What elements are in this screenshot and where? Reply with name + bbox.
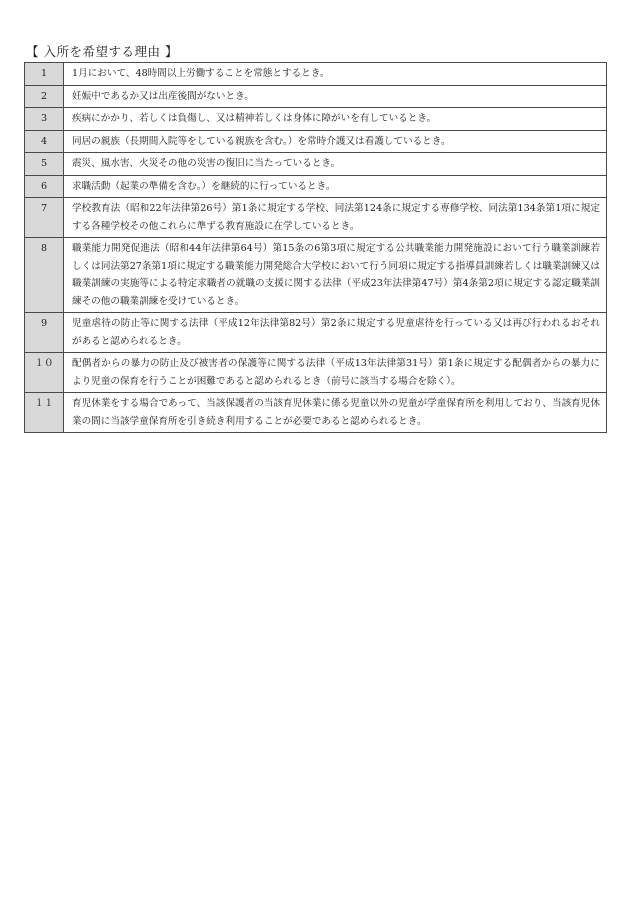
row-number: 3 [25,108,64,131]
table-row [25,85,607,108]
table-row [25,130,607,153]
section-heading: 【 入所を希望する理由 】 [26,44,178,59]
row-number: １１ [25,393,64,433]
row-text: 疾病にかかり、若しくは負傷し、又は精神若しくは身体に障がいを有しているとき。 [64,108,607,131]
row-number: 7 [25,198,64,238]
table-row [25,353,607,393]
row-number: 2 [25,85,64,108]
row-text: 妊娠中であるか又は出産後間がないとき。 [64,85,607,108]
row-text: 職業能力開発促進法（昭和44年法律第64号）第15条の6第3項に規定する公共職業能力開発施設において行う職業訓練若しくは同法第27条第1項に規定する職業能力開発総合大学校において行う同項に規定する指導員訓練若しくは職業訓練又は職業訓練の実施等による特定求職者の就職の支援に関する法律（平成23年法律第47号）第4条第2項に規定する認定職業訓練その他の職業訓練を受けているとき。 [64,238,607,313]
row-text: 配偶者からの暴力の防止及び被害者の保護等に関する法律（平成13年法律第31号）第1条に規定する配偶者からの暴力により児童の保育を行うことが困難であると認められるとき（前号に該当する場合を除く）。 [64,353,607,393]
row-number: 5 [25,153,64,176]
row-text: 同居の親族（長期間入院等をしている親族を含む。）を常時介護又は看護しているとき。 [64,130,607,153]
table-row [25,63,607,86]
row-text: 児童虐待の防止等に関する法律（平成12年法律第82号）第2条に規定する児童虐待を行っている又は再び行われるおそれがあると認められるとき。 [64,313,607,353]
table-row [25,108,607,131]
table-row [25,198,607,238]
row-text: 育児休業をする場合であって、当該保護者の当該育児休業に係る児童以外の児童が学童保育所を利用しており、当該育児休業の間に当該学童保育所を引き続き利用することが必要であると認められるとき。 [64,393,607,433]
row-number: 9 [25,313,64,353]
reasons-table [24,62,607,433]
row-number: 6 [25,175,64,198]
row-number: 8 [25,238,64,313]
row-text: 学校教育法（昭和22年法律第26号）第1条に規定する学校、同法第124条に規定する専修学校、同法第134条第1項に規定する各種学校その他これらに準ずる教育施設に在学しているとき。 [64,198,607,238]
table-row [25,393,607,433]
table-row [25,153,607,176]
row-text: 求職活動（起業の準備を含む。）を継続的に行っているとき。 [64,175,607,198]
row-text: 震災、風水害、火災その他の災害の復旧に当たっているとき。 [64,153,607,176]
row-text: 1月において、48時間以上労働することを常態とするとき。 [64,63,607,86]
row-number: 1 [25,63,64,86]
row-number: １０ [25,353,64,393]
table-row [25,175,607,198]
table-row [25,238,607,313]
table-row [25,313,607,353]
row-number: 4 [25,130,64,153]
